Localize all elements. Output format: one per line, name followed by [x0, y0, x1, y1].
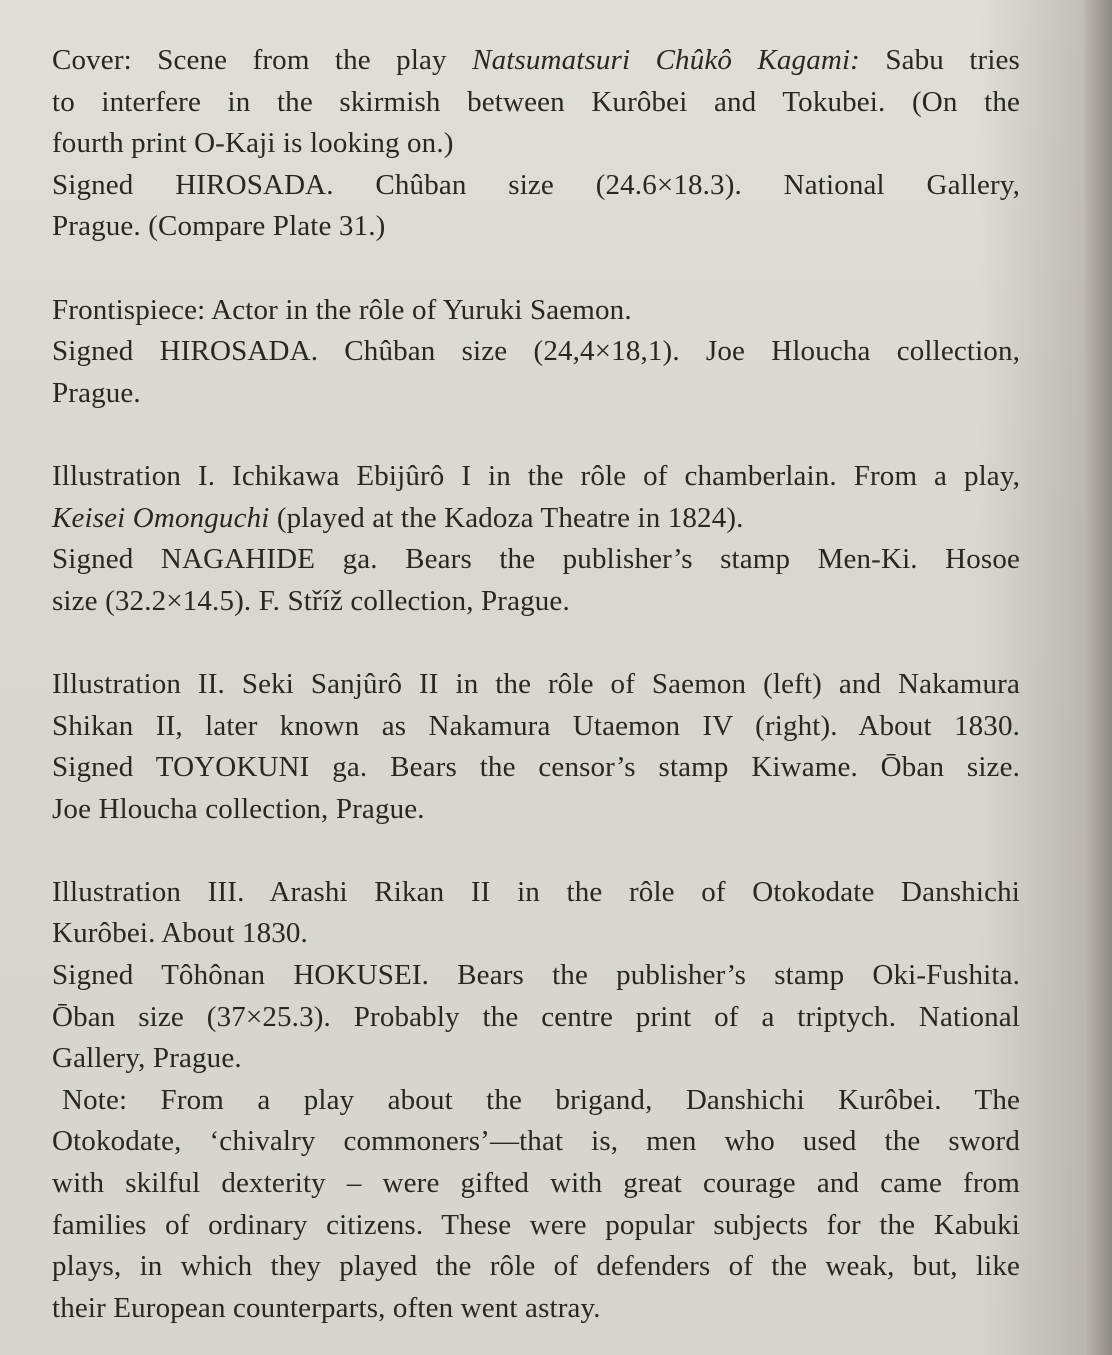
play-title: Keisei Omonguchi: [52, 501, 270, 534]
caption-line: Signed HIROSADA. Chûban size (24,4×18,1). Joe Hloucha collection,: [52, 335, 1020, 368]
caption-line: Shikan II, later known as Nakamura Utaemon IV (right). About 1830.: [52, 709, 1020, 742]
caption-line: size (32.2×14.5). F. Stříž collection, Prague.: [52, 584, 570, 617]
caption-text: (played at the Kadoza Theatre in 1824).: [269, 501, 744, 534]
note-line: with skilful dexterity – were gifted with great courage and came from: [52, 1167, 1020, 1200]
page-gutter-shadow: [1084, 0, 1112, 1355]
caption-line: Illustration I. Ichikawa Ebijûrô I in the rôle of chamberlain. From a play,: [52, 459, 1020, 492]
caption-text-block: [52, 40, 1020, 1329]
note-line: Otokodate, ‘chivalry commoners’—that is, men who used the sword: [52, 1125, 1020, 1158]
caption-line: [52, 40, 1020, 82]
caption-illustration-1: [52, 456, 1020, 622]
caption-text: Sabu tries: [859, 44, 1020, 76]
caption-illustration-2: [52, 664, 1020, 830]
caption-line: to interfere in the skirmish between Kurôbei and Tokubei. (On the: [52, 85, 1020, 118]
paragraph-gap: [52, 622, 1020, 664]
play-title: Natsumatsuri Chûkô Kagami:: [472, 44, 860, 76]
caption-line: Frontispiece: Actor in the rôle of Yuruki Saemon.: [52, 293, 632, 326]
caption-line: Ōban size (37×25.3). Probably the centre print of a triptych. National: [52, 1000, 1020, 1033]
paragraph-gap: [52, 830, 1020, 872]
caption-line: Signed Tôhônan HOKUSEI. Bears the publisher’s stamp Oki-Fushita.: [52, 959, 1020, 992]
note-line: their European counterparts, often went astray.: [52, 1291, 601, 1324]
caption-line: Joe Hloucha collection, Prague.: [52, 792, 425, 825]
caption-line: [52, 498, 1020, 540]
caption-line: Prague.: [52, 376, 141, 409]
caption-cover: [52, 40, 1020, 248]
caption-line: Prague. (Compare Plate 31.): [52, 210, 386, 243]
caption-line: Kurôbei. About 1830.: [52, 917, 308, 950]
note-line: Note: From a play about the brigand, Danshichi Kurôbei. The: [62, 1083, 1020, 1116]
caption-line: Illustration II. Seki Sanjûrô II in the rôle of Saemon (left) and Nakamura: [52, 667, 1020, 700]
caption-line: Signed NAGAHIDE ga. Bears the publisher’s stamp Men-Ki. Hosoe: [52, 543, 1020, 576]
note-line: plays, in which they played the rôle of defenders of the weak, but, like: [52, 1250, 1020, 1283]
note-line: families of ordinary citizens. These were popular subjects for the Kabuki: [52, 1208, 1020, 1241]
caption-line: Signed HIROSADA. Chûban size (24.6×18.3). National Gallery,: [52, 168, 1020, 201]
caption-line: Signed TOYOKUNI ga. Bears the censor’s stamp Kiwame. Ōban size.: [52, 751, 1020, 784]
caption-line: Gallery, Prague.: [52, 1042, 242, 1075]
paragraph-gap: [52, 248, 1020, 290]
caption-line: Illustration III. Arashi Rikan II in the rôle of Otokodate Danshichi: [52, 875, 1020, 908]
caption-illustration-3: [52, 872, 1020, 1080]
caption-line: fourth print O-Kaji is looking on.): [52, 127, 454, 160]
note-paragraph: [52, 1080, 1020, 1330]
caption-frontispiece: [52, 290, 1020, 415]
caption-text: Cover: Scene from the play: [52, 44, 473, 76]
paragraph-gap: [52, 414, 1020, 456]
